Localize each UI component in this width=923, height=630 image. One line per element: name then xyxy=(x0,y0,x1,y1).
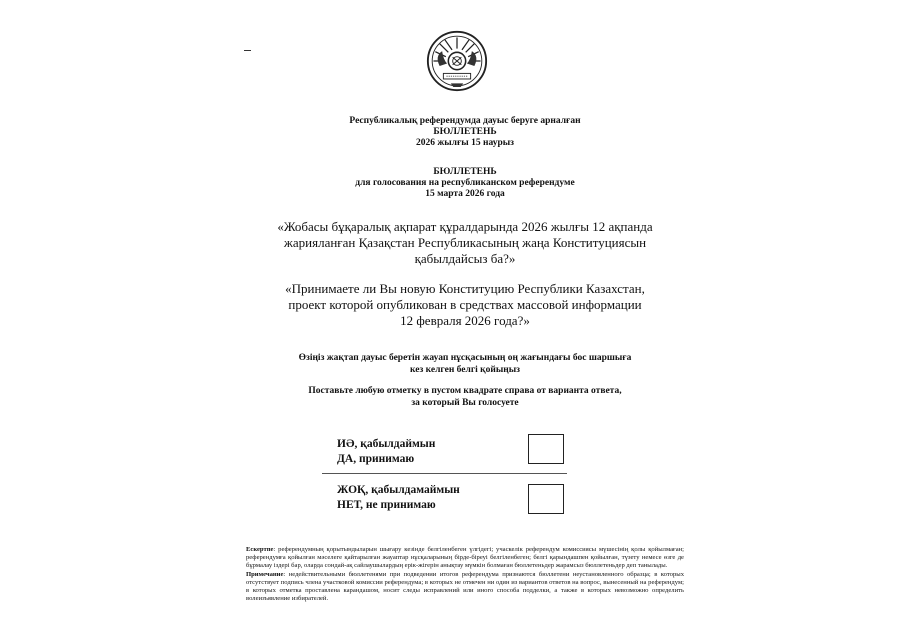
note-ru-text: : недействительными бюллетенями при подведении итогов референдума признаются бюллетени неустановленного образца; в которых отсутствует подпись члена участковой комиссии референдума; в которых не отмечен ни один из вариантов ответов на вопрос, вынесенный на референдум; в которых отметка проставлена карандашом, носит следы исправлений или иного способа подделки, а также в которых невозможно определить волеизъявление избирателей. xyxy=(246,571,684,602)
header-ru-line2: для голосования на республиканском референдуме xyxy=(355,178,575,188)
question-kz-line: қабылдайсыз ба?» xyxy=(414,251,516,266)
footnotes xyxy=(246,546,684,604)
instruction-ru xyxy=(240,386,690,409)
header-ru-line3: 15 марта 2026 года xyxy=(425,189,505,199)
question-kz xyxy=(240,219,690,267)
header-kz-line1: Республикалық референдумда дауыс беруге арналған xyxy=(349,116,581,126)
option-yes-checkbox[interactable] xyxy=(528,434,564,464)
option-yes-kz: ИӘ, қабылдаймын xyxy=(337,438,436,450)
question-ru-line: 12 февраля 2026 года?» xyxy=(400,313,530,328)
note-kz-label: Ескертпе xyxy=(246,546,274,553)
question-kz-line: жарияланған Қазақстан Республикасының жаңа Конституциясын xyxy=(283,235,647,250)
question-kz-line: «Жобасы бұқаралық ақпарат құралдарында 2026 жылғы 12 ақпанда xyxy=(277,219,653,234)
options-divider xyxy=(322,473,567,474)
note-kz xyxy=(246,546,684,570)
question-ru-line: проект которой опубликован в средствах массовой информации xyxy=(288,297,642,312)
option-no-ru: НЕТ, не принимаю xyxy=(337,499,436,511)
header-kz xyxy=(240,116,690,149)
note-kz-text: : референдумның қорытындыларын шығару кезінде белгіленбеген үлгідегі; учаскелік референдум комиссиясы мүшесінің қолы қойылмаған; референдумға қойылған мәселеге қайтарылған жауаптар нұсқаларының бірде-біреуі белгіленбеген; белгі қарындашпен қойылған, түзету немесе өзге де бұрмалау іздері бар, оларда сондай-ақ сайлаушылардың ерік-жігерін анықтау мүмкін болмаған бюллетеньдер жарамсыз бюллетеньдер деп танылады. xyxy=(246,546,684,569)
question-ru xyxy=(240,281,690,329)
instruction-ru-line: Поставьте любую отметку в пустом квадрате справа от варианта ответа, xyxy=(308,386,622,396)
instruction-kz-line: Өзіңіз жақтап дауыс беретін жауап нұсқасының оң жағындағы бос шаршыға xyxy=(298,353,632,363)
note-ru-label: Примечание xyxy=(246,571,284,578)
header-ru xyxy=(240,167,690,200)
header-kz-line2: БЮЛЛЕТЕНЬ xyxy=(433,127,497,137)
option-no-kz: ЖОҚ, қабылдамаймын xyxy=(337,484,460,496)
page-mark xyxy=(244,50,251,51)
header-kz-line3: 2026 жылғы 15 наурыз xyxy=(415,138,514,148)
header-ru-line1: БЮЛЛЕТЕНЬ xyxy=(433,167,497,177)
instruction-ru-line: за который Вы голосуете xyxy=(411,397,519,408)
state-emblem-icon xyxy=(426,30,488,92)
question-ru-line: «Принимаете ли Вы новую Конституцию Республики Казахстан, xyxy=(285,281,645,296)
instruction-kz-line: кез келген белгі қойыңыз xyxy=(409,364,520,375)
note-ru xyxy=(246,571,684,603)
option-yes-label xyxy=(337,437,435,467)
option-no-label xyxy=(337,483,460,513)
option-no-checkbox[interactable] xyxy=(528,484,564,514)
instruction-kz xyxy=(240,353,690,376)
option-yes-ru: ДА, принимаю xyxy=(337,453,415,465)
